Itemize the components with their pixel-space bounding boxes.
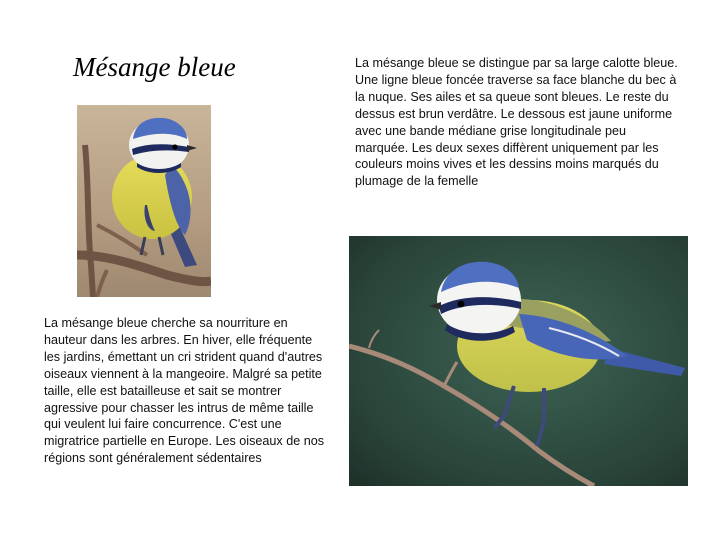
blue-tit-photo-perched xyxy=(77,105,211,297)
behavior-text: La mésange bleue cherche sa nourriture en hauteur dans les arbres. En hiver, elle fréquente les jardins, émettant un cri strident quand d'autres oiseaux viennent à la mangeoire. Malgré sa petite taille, elle est batailleuse et sait se montrer agressive pour chasser les intrus de même taille qui veulent lui faire concurrence. C'est une migratrice partielle en Europe. Les oiseaux de nos régions sont généralement sédentaires xyxy=(44,316,325,466)
blue-tit-photo-branch xyxy=(349,236,688,486)
slide-title: Mésange bleue xyxy=(73,52,236,82)
description-text: La mésange bleue se distingue par sa large calotte bleue. Une ligne bleue foncée traverse sa face blanche du bec à la nuque. Ses ailes et sa queue sont bleues. Le reste du dessus est brun verdâtre. Le dessous est jaune uniforme avec une bande médiane grise longitudinale peu marquée. Les deux sexes diffèrent uniquement par les couleurs moins vives et les dessins moins marqués du plumage de la femelle xyxy=(355,56,678,189)
